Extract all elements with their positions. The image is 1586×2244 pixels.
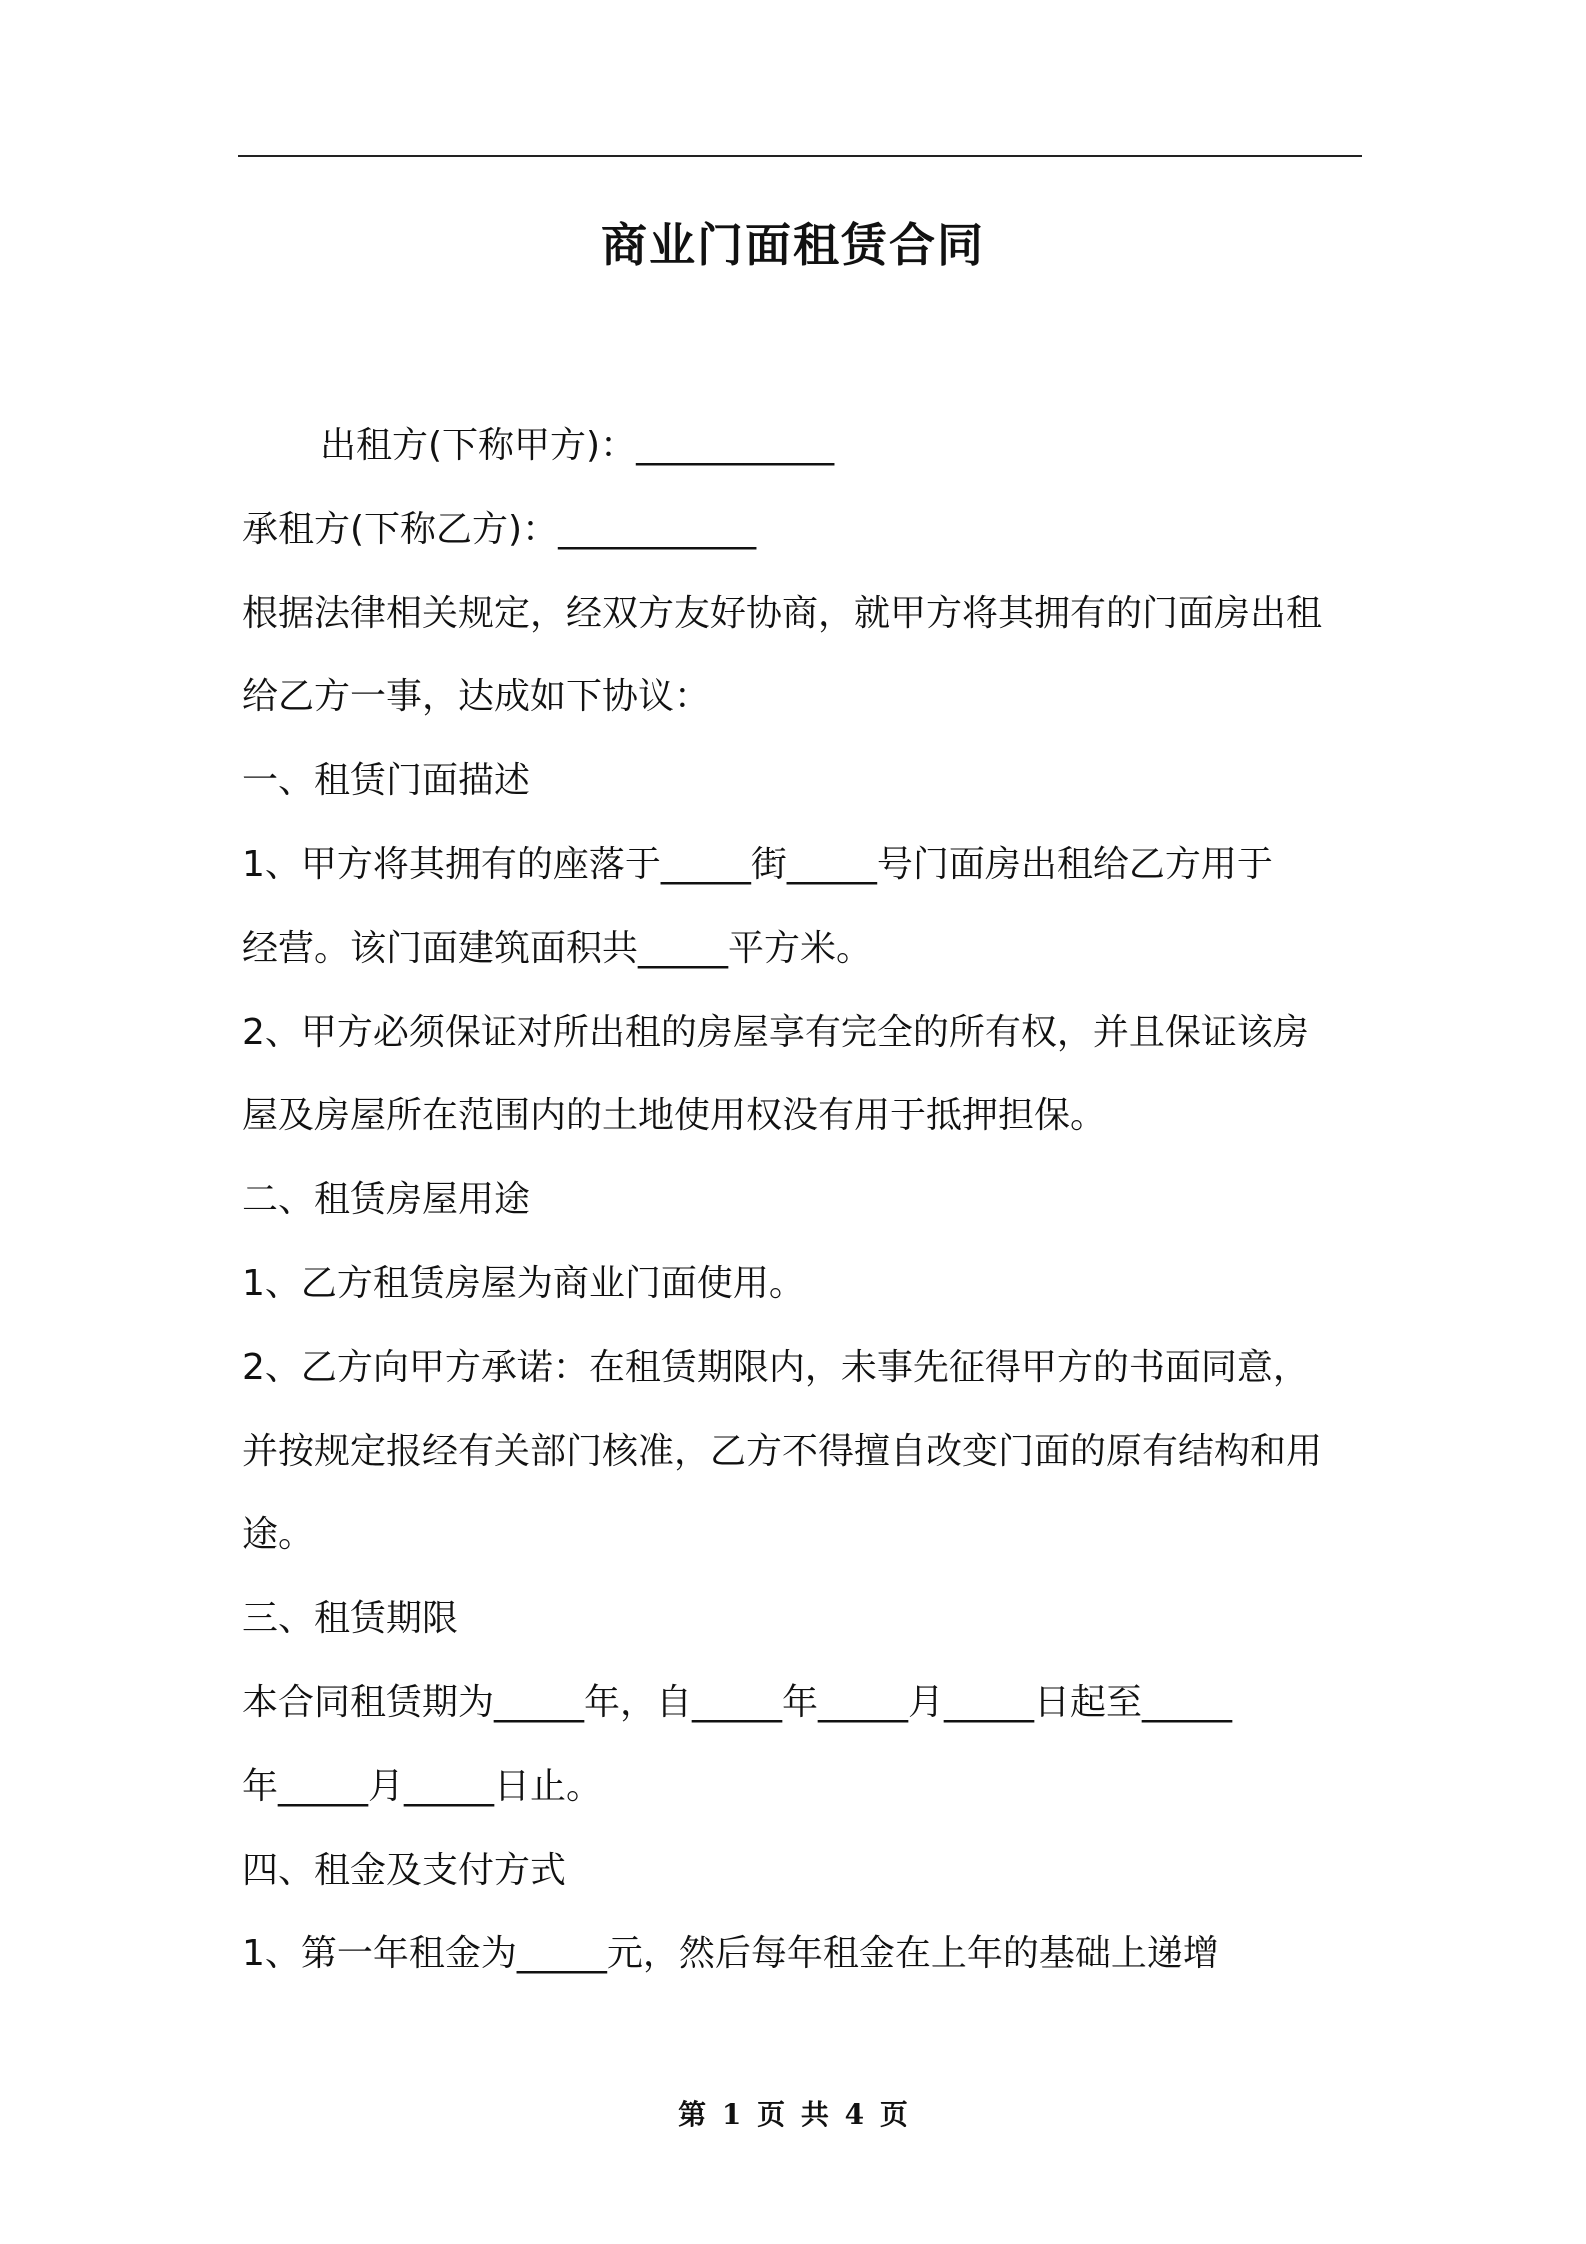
lessor-line: 出租方(下称甲方)：___________ [320, 425, 835, 466]
contract-body [242, 404, 1358, 1996]
page-number-footer: 第 1 页 共 4 页 [678, 2098, 908, 2131]
clause-2-2-line-1: 2、乙方向甲方承诺：在租赁期限内，未事先征得甲方的书面同意， [242, 1346, 1309, 1388]
clause-2-2-line-3: 途。 [242, 1514, 315, 1556]
preamble-line-2: 给乙方一事，达成如下协议： [242, 676, 711, 718]
section-heading-1: 一、租赁门面描述 [242, 760, 531, 802]
lessee-line: 承租方(下称乙方)：___________ [242, 508, 757, 550]
section-heading-2: 二、租赁房屋用途 [242, 1179, 531, 1221]
clause-1-2-line-2: 屋及房屋所在范围内的土地使用权没有用于抵押担保。 [242, 1095, 1107, 1137]
document-title: 商业门面租赁合同 [601, 218, 985, 272]
term-line-1: 本合同租赁期为_____年，自_____年_____月_____日起至_____ [242, 1681, 1233, 1723]
term-line-2: 年_____月_____日止。 [242, 1765, 603, 1807]
clause-2-1: 1、乙方租赁房屋为商业门面使用。 [242, 1262, 805, 1304]
section-heading-3: 三、租赁期限 [242, 1598, 459, 1640]
preamble-line-1: 根据法律相关规定，经双方友好协商，就甲方将其拥有的门面房出租 [242, 592, 1323, 634]
clause-1-1-line-1: 1、甲方将其拥有的座落于_____街_____号门面房出租给乙方用于 [242, 843, 1273, 885]
clause-4-1-line-1: 1、第一年租金为_____元，然后每年租金在上年的基础上递增 [242, 1933, 1219, 1975]
section-heading-4: 四、租金及支付方式 [242, 1849, 567, 1891]
clause-1-1-line-2: 经营。该门面建筑面积共_____平方米。 [242, 927, 873, 969]
clause-2-2-line-2: 并按规定报经有关部门核准，乙方不得擅自改变门面的原有结构和用 [242, 1430, 1323, 1472]
header-divider [238, 155, 1362, 157]
clause-1-2-line-1: 2、甲方必须保证对所出租的房屋享有完全的所有权，并且保证该房 [242, 1011, 1309, 1053]
